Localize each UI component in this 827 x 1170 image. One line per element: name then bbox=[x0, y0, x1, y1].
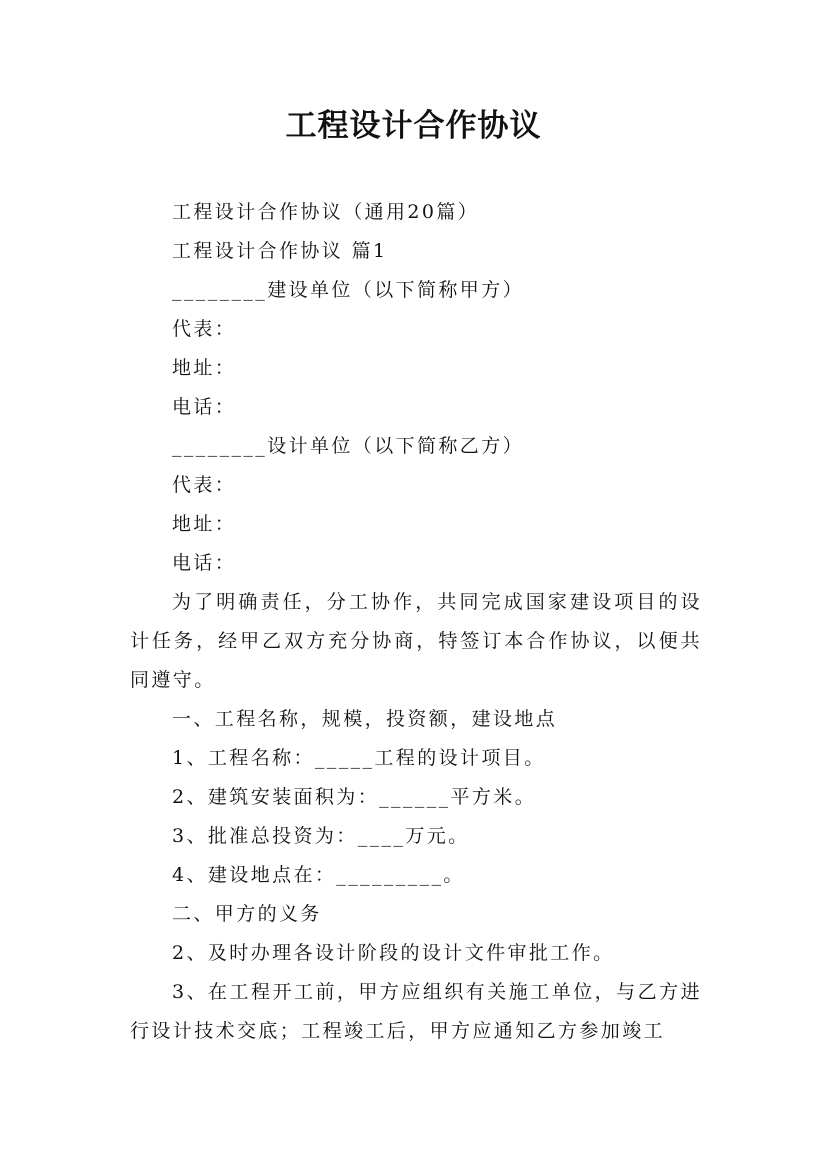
intro-paragraph: 为了明确责任，分工协作，共同完成国家建设项目的设计任务，经甲乙双方充分协商，特签订本合作协议，以便共同遵守。 bbox=[130, 591, 702, 691]
party-b-line: ________设计单位（以下简称乙方） bbox=[172, 435, 525, 457]
party-a-phone: 电话： bbox=[172, 396, 237, 418]
section-1-item-1: 1、工程名称：_____工程的设计项目。 bbox=[172, 747, 546, 769]
section-2-item-2: 2、及时办理各设计阶段的设计文件审批工作。 bbox=[172, 942, 615, 964]
party-b-phone: 电话： bbox=[172, 552, 237, 574]
section-title-line: 工程设计合作协议 篇1 bbox=[172, 240, 388, 262]
section-1-item-4: 4、建设地点在：_________。 bbox=[172, 864, 465, 886]
party-b-address: 地址： bbox=[172, 513, 237, 535]
party-a-address: 地址： bbox=[172, 357, 237, 379]
subtitle-line: 工程设计合作协议（通用20篇） bbox=[172, 201, 480, 223]
section-2-heading: 二、甲方的义务 bbox=[172, 903, 322, 925]
party-a-representative: 代表： bbox=[172, 318, 237, 340]
section-1-heading: 一、工程名称，规模，投资额，建设地点 bbox=[172, 708, 558, 730]
party-b-representative: 代表： bbox=[172, 474, 237, 496]
document-body bbox=[130, 193, 702, 1051]
section-1-item-3: 3、批准总投资为：____万元。 bbox=[172, 825, 470, 847]
section-2-item-3: 3、在工程开工前，甲方应组织有关施工单位，与乙方进行设计技术交底；工程竣工后，甲方应通知乙方参加竣工 bbox=[130, 981, 702, 1042]
section-1-item-2: 2、建筑安装面积为：______平方米。 bbox=[172, 786, 537, 808]
party-a-line: ________建设单位（以下简称甲方） bbox=[172, 279, 525, 301]
document-title: 工程设计合作协议 bbox=[285, 108, 542, 144]
